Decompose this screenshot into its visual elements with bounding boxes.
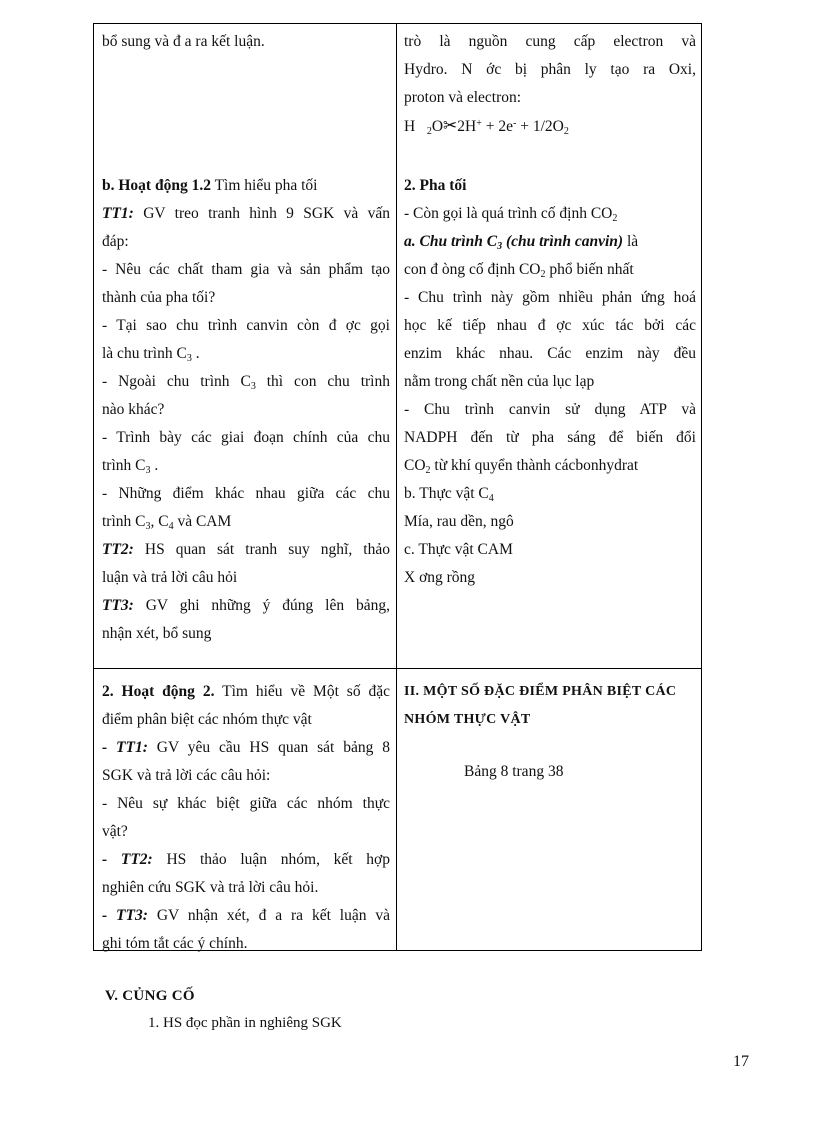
lesson-table	[93, 23, 702, 951]
c4-plants-examples: Mía, rau dền, ngô	[404, 513, 514, 530]
dark-phase-line-5: enzim khác nhau. Các enzim này đều	[404, 345, 696, 362]
tt2-line-2: luận và trả lời câu hỏi	[102, 569, 238, 586]
question-2: - Tại sao chu trình canvin còn đ ợc gọi	[102, 317, 390, 334]
page-number: 17	[733, 1053, 749, 1070]
row3-tt1-line-2: SGK và trả lời các câu hỏi:	[102, 767, 271, 784]
question-3-cont: nào khác?	[102, 401, 165, 418]
row-divider	[94, 668, 701, 669]
row3-question: - Nêu sự khác biệt giữa các nhóm thực	[102, 795, 390, 812]
activity-1-2-title: b. Hoạt động 1.2 Tìm hiểu pha tối	[102, 177, 318, 194]
row3-left-cell	[102, 678, 390, 958]
section-v-title: V. CỦNG CỐ	[105, 988, 195, 1004]
question-4-cont: trình $C_3$ .	[102, 457, 159, 476]
row3-right-cell	[404, 678, 696, 786]
activity-2-title: 2. Hoạt động 2. Tìm hiểu về Một số đặc	[102, 683, 390, 700]
dark-phase-line-9: $CO_2$ từ khí quyển thành cácbonhydrat	[404, 457, 639, 476]
dark-phase-line-1: - Còn gọi là quá trình cố định $CO_2$	[404, 205, 618, 224]
column-divider	[396, 24, 397, 950]
row2-left-cell	[102, 172, 390, 648]
row1-right-line3: proton và electron:	[404, 89, 522, 106]
question-1: - Nêu các chất tham gia và sản phẩm tạo	[102, 261, 390, 278]
cam-plants-heading: c. Thực vật CAM	[404, 541, 513, 558]
dark-phase-line-4: học kế tiếp nhau đ ợc xúc tác bởi các	[404, 317, 696, 334]
question-1-cont: thành của pha tối?	[102, 289, 216, 306]
row1-right-line1: trò là nguồn cung cấp electron và	[404, 33, 696, 50]
section-v-item-1: 1. HS đọc phần in nghiêng SGK	[148, 1015, 342, 1031]
tt2-line: TT2: HS quan sát tranh suy nghĩ, thảo	[102, 541, 390, 558]
row1-left-cell	[102, 28, 390, 56]
row1-left-line: bổ sung và đ a ra kết luận.	[102, 33, 265, 50]
row3-question-cont: vật?	[102, 823, 128, 840]
question-2-cont: là chu trình $C_3$ .	[102, 345, 200, 364]
tt3-line-2: nhận xét, bổ sung	[102, 625, 212, 642]
tt3-line: TT3: GV ghi những ý đúng lên bảng,	[102, 597, 390, 614]
dark-phase-line-8: NADPH đến từ pha sáng để biến đổi	[404, 429, 696, 446]
question-4: - Trình bày các giai đoạn chính của chu	[102, 429, 390, 446]
row1-right-line2: Hydro. N ớc bị phân ly tạo ra Oxi,	[404, 61, 696, 78]
section-ii-heading: II. MỘT SỐ ĐẶC ĐIỂM PHÂN BIỆT CÁC	[404, 684, 677, 699]
table-reference: Bảng 8 trang 38	[464, 763, 564, 780]
dark-phase-line-2: con đ òng cố định $CO_2$ phổ biến nhất	[404, 261, 634, 280]
tt1-line: TT1: GV treo tranh hình 9 SGK và vấn	[102, 205, 390, 222]
cam-plants-examples: X ơng rồng	[404, 569, 476, 586]
tt1-line-2: đáp:	[102, 233, 129, 250]
section-ii-heading-cont: NHÓM THỰC VẬT	[404, 712, 531, 727]
question-3: - Ngoài chu trình $C_3$ thì con chu trình	[102, 373, 390, 392]
water-photolysis-equation: H $_2$O✂2H+ + $2e^- + 1/2O_2$	[404, 116, 569, 137]
question-5-cont: trình $C_3$, $C_4$ và CAM	[102, 513, 232, 532]
row3-tt3-line: - TT3: GV nhận xét, đ a ra kết luận và	[102, 907, 390, 924]
row3-tt2-line-2: nghiên cứu SGK và trả lời câu hỏi.	[102, 879, 319, 896]
row3-tt2-line: - TT2: HS thảo luận nhóm, kết hợp	[102, 851, 390, 868]
reaction-arrow-symbol: ✂	[443, 116, 458, 135]
row2-right-cell	[404, 172, 696, 592]
dark-phase-title: 2. Pha tối	[404, 177, 467, 194]
row3-tt1-line: - TT1: GV yêu cầu HS quan sát bảng 8	[102, 739, 390, 756]
c4-plants-heading: b. Thực vật $C_4$	[404, 485, 494, 504]
calvin-cycle-heading: a. Chu trình $C_3$ (chu trình canvin) là	[404, 233, 639, 252]
dark-phase-line-7: - Chu trình canvin sử dụng ATP và	[404, 401, 696, 418]
question-5: - Những điểm khác nhau giữa các chu	[102, 485, 390, 502]
row3-tt3-line-2: ghi tóm tắt các ý chính.	[102, 935, 248, 952]
dark-phase-line-3: - Chu trình này gồm nhiều phản ứng hoá	[404, 289, 696, 306]
activity-2-title-cont: điểm phân biệt các nhóm thực vật	[102, 711, 312, 728]
row1-right-cell	[404, 28, 696, 140]
dark-phase-line-6: nằm trong chất nền của lục lạp	[404, 373, 595, 390]
